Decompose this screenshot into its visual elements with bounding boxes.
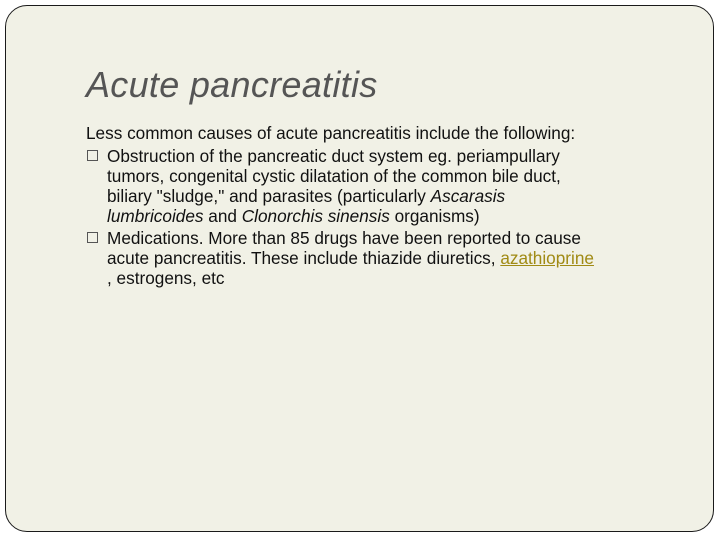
azathioprine-link[interactable]: azathioprine bbox=[500, 248, 594, 268]
species-name: Clonorchis sinensis bbox=[241, 206, 390, 226]
square-bullet-icon bbox=[87, 232, 98, 243]
bullet-line bbox=[107, 186, 686, 206]
slide-body bbox=[86, 123, 686, 290]
bullet-obstruction bbox=[86, 146, 686, 226]
intro-text: Less common causes of acute pancreatitis include the following: bbox=[86, 123, 576, 143]
bullet-line: Obstruction of the pancreatic duct system eg. periampullary bbox=[107, 146, 560, 166]
slide-title: Acute pancreatitis bbox=[86, 64, 378, 105]
bullet-line bbox=[107, 206, 686, 226]
bullet-text: biliary "sludge," and parasites (particularly bbox=[107, 186, 431, 206]
species-name: Ascarasis bbox=[430, 186, 506, 206]
slide-frame bbox=[5, 5, 714, 532]
bullet-line: Medications. More than 85 drugs have been reported to cause bbox=[107, 228, 581, 248]
bullet-text: and bbox=[203, 206, 242, 226]
bullet-text: organisms) bbox=[389, 206, 480, 226]
bullet-text: acute pancreatitis. These include thiazide diuretics, bbox=[107, 248, 501, 268]
bullet-line: , estrogens, etc bbox=[107, 268, 225, 288]
square-bullet-icon bbox=[87, 150, 98, 161]
bullet-line bbox=[107, 248, 686, 268]
species-name: lumbricoides bbox=[107, 206, 204, 226]
bullet-medications bbox=[86, 228, 686, 288]
bullet-line: tumors, congenital cystic dilatation of the common bile duct, bbox=[107, 166, 561, 186]
